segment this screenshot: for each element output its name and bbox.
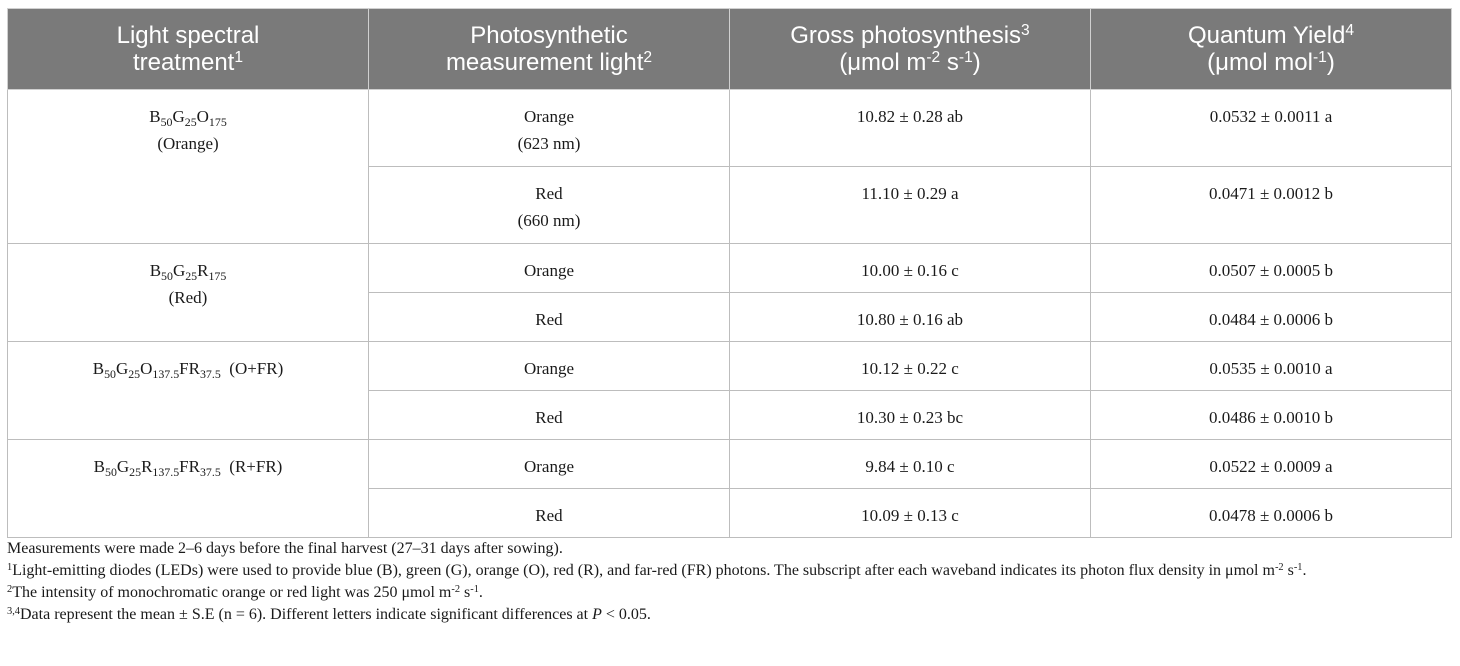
quantum-yield-cell: 0.0507 ± 0.0005 b	[1091, 244, 1452, 293]
quantum-yield-cell: 0.0471 ± 0.0012 b	[1091, 167, 1452, 244]
footnote-2-marker: 2	[7, 583, 13, 595]
measurement-wavelength: (623 nm)	[517, 134, 581, 153]
measurement-light-cell: Orange	[369, 244, 730, 293]
table-row	[8, 244, 1452, 293]
header-col2-line2: measurement light	[445, 49, 644, 76]
measurement-light-cell: Red	[369, 391, 730, 440]
footnote-3-4-marker: 3,4	[7, 605, 20, 617]
results-table	[7, 8, 1452, 538]
header-col1-line2: treatment	[132, 49, 235, 76]
header-gross-photosynthesis	[730, 9, 1091, 90]
gross-photosynthesis-cell: 10.82 ± 0.28 ab	[730, 90, 1091, 167]
table-row	[8, 440, 1452, 489]
quantum-yield-cell: 0.0522 ± 0.0009 a	[1091, 440, 1452, 489]
gross-photosynthesis-cell: 9.84 ± 0.10 c	[730, 440, 1091, 489]
header-col4-unit: (μmol mol$^{-1}$)	[1207, 49, 1335, 76]
treatment-code: $B_{50}G_{25}O_{137.5}FR_{37.5}$	[92, 359, 221, 382]
header-col4-sup: 4	[1345, 22, 1355, 40]
gross-photosynthesis-cell: 10.12 ± 0.22 c	[730, 342, 1091, 391]
treatment-cell	[8, 342, 369, 440]
header-col2-line1: Photosynthetic	[470, 22, 628, 49]
header-quantum-yield	[1091, 9, 1452, 90]
measurement-light-cell: Red	[369, 293, 730, 342]
header-row	[8, 9, 1452, 90]
treatment-cell	[8, 244, 369, 342]
measurement-light: Orange	[523, 107, 575, 126]
measurement-light-cell	[369, 90, 730, 167]
header-col3-line1: Gross photosynthesis	[790, 22, 1022, 49]
measurement-wavelength: (660 nm)	[517, 211, 581, 230]
quantum-yield-cell: 0.0532 ± 0.0011 a	[1091, 90, 1452, 167]
quantum-yield-cell: 0.0484 ± 0.0006 b	[1091, 293, 1452, 342]
footnote-1	[7, 560, 1455, 581]
footnote-1-text: Light-emitting diodes (LEDs) were used to provide blue (B), green (G), orange (O), red (R), and far-red (FR) photons. The subscript after each waveband indicates its photon flux density in μmol $m^{-2}$ $s^{-1}$.	[12, 561, 1307, 579]
measurement-light-cell	[369, 167, 730, 244]
header-light-spectral-treatment	[8, 9, 369, 90]
table-row	[8, 90, 1452, 167]
table-row	[8, 342, 1452, 391]
treatment-label: (R+FR)	[229, 457, 283, 476]
measurement-light-cell: Red	[369, 489, 730, 538]
quantum-yield-cell: 0.0535 ± 0.0010 a	[1091, 342, 1452, 391]
header-col3-unit: (μmol $m^{-2}$ $s^{-1}$)	[839, 49, 981, 76]
header-col3-sup: 3	[1021, 22, 1030, 40]
treatment-label: (O+FR)	[229, 359, 284, 378]
header-col1-line1: Light spectral	[116, 22, 260, 49]
measurement-light-cell: Orange	[369, 440, 730, 489]
gross-photosynthesis-cell: 10.80 ± 0.16 ab	[730, 293, 1091, 342]
header-col4-line1: Quantum Yield	[1187, 22, 1346, 49]
header-measurement-light	[369, 9, 730, 90]
gross-photosynthesis-cell: 10.00 ± 0.16 c	[730, 244, 1091, 293]
footnote-2	[7, 582, 1455, 603]
header-col1-sup: 1	[234, 49, 244, 67]
treatment-label: (Red)	[168, 288, 208, 307]
treatment-code: $B_{50}G_{25}R_{137.5}FR_{37.5}$	[93, 457, 221, 480]
footnote-2-text: The intensity of monochromatic orange or red light was 250 μmol $m^{-2}$ $s^{-1}$.	[12, 583, 483, 601]
treatment-cell	[8, 90, 369, 244]
treatment-code: $B_{50}G_{25}R_{175}$	[149, 261, 227, 284]
measurement-light-cell: Orange	[369, 342, 730, 391]
header-col2-sup: 2	[643, 49, 653, 67]
gross-photosynthesis-cell: 10.30 ± 0.23 bc	[730, 391, 1091, 440]
measurement-light: Red	[535, 184, 563, 203]
treatment-code: $B_{50}G_{25}O_{175}$	[149, 107, 227, 130]
table-footnotes	[7, 538, 1455, 625]
quantum-yield-cell: 0.0486 ± 0.0010 b	[1091, 391, 1452, 440]
footnote-3-4	[7, 604, 1455, 625]
treatment-cell	[8, 440, 369, 538]
gross-photosynthesis-cell: 11.10 ± 0.29 a	[730, 167, 1091, 244]
footnote-intro: Measurements were made 2–6 days before the final harvest (27–31 days after sowing).	[7, 540, 563, 557]
quantum-yield-cell: 0.0478 ± 0.0006 b	[1091, 489, 1452, 538]
footnote-1-marker: 1	[7, 561, 13, 573]
treatment-label: (Orange)	[157, 134, 219, 153]
footnote-3-4-text: Data represent the mean ± S.E (n = 6). Different letters indicate significant differences at P < 0.05.	[20, 606, 651, 623]
gross-photosynthesis-cell: 10.09 ± 0.13 c	[730, 489, 1091, 538]
